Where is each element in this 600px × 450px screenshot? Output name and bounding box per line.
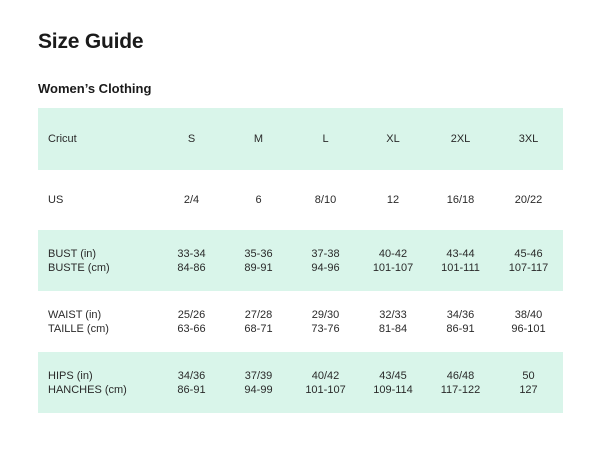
row-label-inches: WAIST (in) xyxy=(48,308,102,321)
size-guide-table xyxy=(38,108,563,413)
value-cm: 86-91 xyxy=(177,383,206,396)
value-inches: 29/30 xyxy=(311,308,340,321)
value-cm: 101-107 xyxy=(305,383,346,396)
value-inches: 40/42 xyxy=(311,369,340,382)
table-cell: 2/4 xyxy=(158,170,225,230)
value-inches: 50 xyxy=(522,369,535,382)
header-label: Cricut xyxy=(38,108,158,170)
table-row-hips xyxy=(38,352,563,413)
row-label xyxy=(38,291,158,352)
table-cell xyxy=(494,291,563,352)
table-cell xyxy=(225,291,292,352)
table-cell xyxy=(494,352,563,413)
size-header: 3XL xyxy=(494,108,563,170)
value-cm: 73-76 xyxy=(311,322,340,335)
table-row-bust xyxy=(38,230,563,291)
size-header: 2XL xyxy=(427,108,494,170)
value-inches: 34/36 xyxy=(446,308,475,321)
value-inches: 38/40 xyxy=(514,308,543,321)
table-cell xyxy=(292,352,359,413)
table-cell: 16/18 xyxy=(427,170,494,230)
value-cm: 94-99 xyxy=(244,383,273,396)
row-label-cm: BUSTE (cm) xyxy=(48,261,110,274)
table-cell xyxy=(158,352,225,413)
table-header-row xyxy=(38,108,563,170)
value-inches: 25/26 xyxy=(177,308,206,321)
value-inches: 32/33 xyxy=(379,308,407,321)
value-inches: 40-42 xyxy=(378,247,408,260)
row-label-inches: BUST (in) xyxy=(48,247,97,260)
size-header: XL xyxy=(359,108,427,170)
size-header: M xyxy=(225,108,292,170)
value-cm: 63-66 xyxy=(177,322,206,335)
table-row-us xyxy=(38,170,563,230)
table-cell: 6 xyxy=(225,170,292,230)
value-inches: 37-38 xyxy=(311,247,340,260)
table-cell xyxy=(292,230,359,291)
value-inches: 33-34 xyxy=(177,247,206,260)
value-inches: 27/28 xyxy=(244,308,273,321)
table-cell xyxy=(158,291,225,352)
value-inches: 43/45 xyxy=(379,369,407,382)
value-cm: 109-114 xyxy=(373,383,413,396)
table-cell xyxy=(158,230,225,291)
value-cm: 107-117 xyxy=(508,261,549,274)
table-cell xyxy=(225,352,292,413)
table-cell xyxy=(359,352,427,413)
table-cell: 12 xyxy=(359,170,427,230)
value-cm: 101-107 xyxy=(372,261,414,274)
value-cm: 68-71 xyxy=(244,322,273,335)
value-cm: 81-84 xyxy=(378,322,408,335)
value-inches: 43-44 xyxy=(446,247,475,260)
value-cm: 127 xyxy=(519,383,538,396)
value-cm: 84-86 xyxy=(177,261,206,274)
row-label-cm: TAILLE (cm) xyxy=(48,322,109,335)
value-cm: 96-101 xyxy=(511,322,546,335)
value-cm: 117-122 xyxy=(440,383,481,396)
row-label-inches: HIPS (in) xyxy=(48,369,93,382)
table-cell xyxy=(359,230,427,291)
value-cm: 86-91 xyxy=(446,322,475,335)
value-inches: 37/39 xyxy=(244,369,273,382)
table-cell xyxy=(427,352,494,413)
size-header: S xyxy=(158,108,225,170)
section-title: Women’s Clothing xyxy=(38,81,152,96)
value-cm: 94-96 xyxy=(311,261,340,274)
value-inches: 45-46 xyxy=(514,247,543,260)
table-cell xyxy=(427,230,494,291)
row-label xyxy=(38,230,158,291)
table-cell xyxy=(225,230,292,291)
row-label-cm: HANCHES (cm) xyxy=(48,383,127,396)
value-inches: 35-36 xyxy=(244,247,273,260)
size-header: L xyxy=(292,108,359,170)
page-title: Size Guide xyxy=(38,30,144,53)
row-label: US xyxy=(38,170,158,230)
table-cell xyxy=(494,230,563,291)
value-inches: 34/36 xyxy=(177,369,206,382)
value-inches: 46/48 xyxy=(446,369,475,382)
table-cell: 20/22 xyxy=(494,170,563,230)
table-row-waist xyxy=(38,291,563,352)
value-cm: 101-111 xyxy=(441,261,480,274)
table-cell xyxy=(359,291,427,352)
table-cell: 8/10 xyxy=(292,170,359,230)
value-cm: 89-91 xyxy=(244,261,273,274)
row-label xyxy=(38,352,158,413)
table-cell xyxy=(427,291,494,352)
table-cell xyxy=(292,291,359,352)
